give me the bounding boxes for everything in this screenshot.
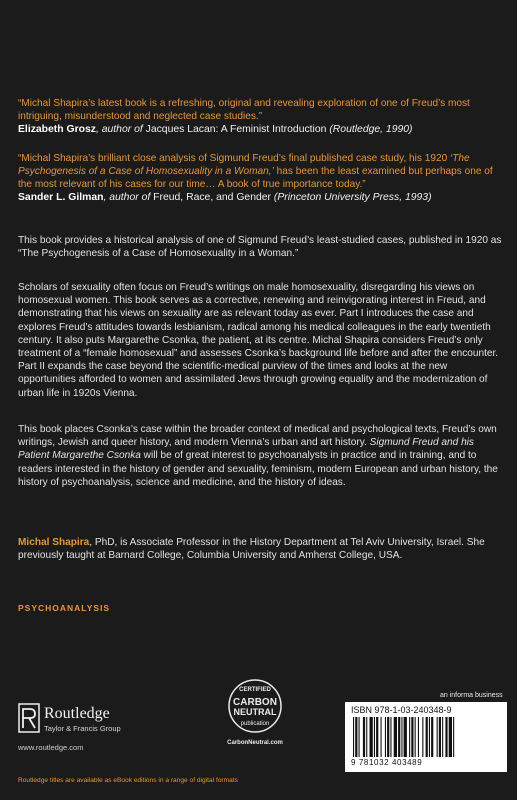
carbon-word: CARBON <box>233 697 277 708</box>
attribution-work: Freud, Race, and Gender <box>153 192 271 203</box>
barcode-bar <box>442 717 443 757</box>
quote-text-part: has been the least examined but perhaps one of the most relevant of his cases for our time… A book of true importance today.” <box>18 166 493 190</box>
book-title: Sigmund Freud and his Patient Margarethe Csonka <box>18 437 474 462</box>
barcode-bar <box>394 717 397 757</box>
neutral-word: NEUTRAL <box>233 707 277 717</box>
barcode-bar <box>439 717 441 757</box>
description-paragraph-1: This book provides a historical analysis of one of Sigmund Freud’s least-studied cases, published in 1920 as “The Psychogenesis of a Case of Homosexuality in a Woman.” <box>18 235 502 260</box>
publisher-name: Routledge <box>44 705 110 722</box>
barcode-bar <box>376 717 378 757</box>
quote-title: ‘The Psychogenesis of a Case of Homosexuality in a Woman,’ <box>18 153 470 177</box>
barcode-bar <box>453 717 454 757</box>
carbon-neutral-badge-icon <box>214 676 296 746</box>
barcode-panel <box>345 702 507 772</box>
carbon-certified: CERTIFIED <box>239 687 271 693</box>
attribution-pub: (Routledge, 1990) <box>329 124 413 135</box>
barcode-bar <box>366 717 367 757</box>
barcode-bar <box>387 717 389 757</box>
attribution-role: , author of <box>95 124 146 135</box>
attribution-name: Sander L. Gilman <box>18 192 104 203</box>
author-bio <box>18 536 504 562</box>
barcode-bar <box>449 717 452 757</box>
barcode-bar <box>426 717 428 757</box>
isbn-number: ISBN 978-1-03-240348-9 <box>351 705 452 715</box>
quote-text: “Michal Shapira’s latest book is a refreshing, original and revealing exploration of one of Freud’s most intriguing, misunderstood and neglected case studies.” <box>18 98 470 122</box>
routledge-logo-icon <box>18 703 40 733</box>
publisher-group: Taylor & Francis Group <box>44 724 121 733</box>
barcode-bar <box>355 717 357 757</box>
publisher-url[interactable]: www.routledge.com <box>18 743 84 752</box>
barcode-bar <box>409 717 410 757</box>
attribution-pub: (Princeton University Press, 1993) <box>273 192 432 203</box>
barcode-bar <box>353 717 354 757</box>
barcode-bar <box>422 717 423 757</box>
barcode-graphic <box>351 717 501 761</box>
barcode-bar <box>390 717 391 757</box>
barcode-bar <box>370 717 373 757</box>
barcode-bar <box>431 717 433 757</box>
description-paragraph-2: Scholars of sexuality often focus on Freud’s writings on male homosexuality, disregarding his views on homosexual women. This book serves as a corrective, renewing and reinvigorating interest in Freud, and demonstrating that his views on sexuality are as relevant today as ever. Part I introduces the case and explores Freud’s attitudes towards lesbianism, radical among his medical colleagues in the early twentieth century. It also puts Margarethe Csonka, the patient, at its centre. Michal Shapira considers Freud’s only treatment of a “female homosexual” and assesses Csonka’s background life before and after the encounter. Part II expands the case beyond the scientific-medical purview of the times and looks at the new opportunities afforded to women and assimilated Jews through growing equality and the modernization of urban life in 1920s Vienna. <box>18 282 499 399</box>
barcode-bar <box>445 717 447 757</box>
barcode-bar <box>385 717 386 757</box>
quote-attribution <box>18 123 504 136</box>
quote-text-part: “Michal Shapira’s brilliant close analysis of Sigmund Freud’s final published case study, his 1920 <box>18 153 451 164</box>
carbon-publication: publication <box>240 721 270 727</box>
attribution-name: Elizabeth Grosz <box>18 124 96 135</box>
barcode-bar <box>404 717 407 757</box>
quote-attribution <box>18 191 504 204</box>
para-text: This book places Csonka’s case within the broader context of medical and psychological texts, Freud’s own writings, Jewish and queer history, and modern Vienna’s urban and art history. <box>18 424 497 449</box>
barcode-bar <box>374 717 375 757</box>
barcode-bar <box>429 717 430 757</box>
barcode-bar <box>411 717 413 757</box>
barcode-bar <box>398 717 400 757</box>
quote-grosz <box>18 97 504 136</box>
category-label: PSYCHOANALYSIS <box>18 603 111 613</box>
barcode-digits: 9 781032 403489 <box>351 758 423 767</box>
barcode-bar <box>415 717 416 757</box>
ebook-note: Routledge titles are available as eBook editions in a range of digital formats <box>18 777 238 784</box>
carbon-neutral-url: CarbonNeutral.com <box>227 740 283 746</box>
barcode-bar <box>401 717 402 757</box>
author-name: Michal Shapira <box>18 537 90 548</box>
informa-tagline: an informa business <box>440 692 503 699</box>
attribution-work: Jacques Lacan: A Feminist Introduction <box>145 124 327 135</box>
para-text: will be of great interest to psychoanalysts in practice and in training, and to readers interested in the history of gender and sexuality, feminism, modern European and urban history, the history of psychoanalysis, science and medicine, and the history of ideas. <box>18 450 498 488</box>
quote-gilman <box>18 152 504 204</box>
author-bio-text: , PhD, is Associate Professor in the History Department at Tel Aviv University, Israel. She previously taught at Barnard College, Columbia University and Amherst College, USA. <box>18 537 485 562</box>
description-paragraph-3 <box>18 423 504 489</box>
barcode-bar <box>363 717 365 757</box>
attribution-role: , author of <box>103 192 154 203</box>
barcode-bar <box>359 717 360 757</box>
quote-text <box>18 152 504 191</box>
barcode-bar <box>418 717 419 757</box>
barcode-bar <box>381 717 382 757</box>
barcode-bar <box>437 717 438 757</box>
